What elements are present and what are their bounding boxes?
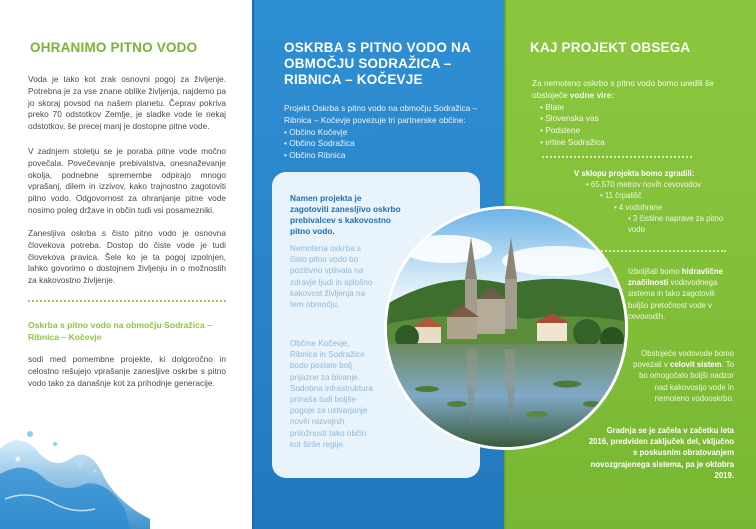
- list-item: • vrtine Sodražica: [540, 137, 728, 149]
- hydraulics-a: Izboljšali bomo: [628, 267, 682, 276]
- connect-c: . To bo omogočalo boljši nadzor nad kakovostjo vode in nemoteno vodooskrbo.: [639, 360, 734, 403]
- hydraulics-text: [628, 266, 732, 322]
- water-splash-image: [0, 409, 150, 529]
- dotted-divider: [586, 250, 726, 252]
- sources-list: [540, 102, 728, 149]
- build-item: • 11 črpališč: [600, 191, 642, 201]
- panel3-title: KAJ PROJEKT OBSEGA: [530, 40, 691, 55]
- municipality-list: [284, 127, 490, 162]
- build-item-text: 65.570 metrov novih cevovodov: [590, 180, 701, 190]
- list-item: • Slovenska vas: [540, 113, 728, 125]
- list-item: • Občino Sodražica: [284, 138, 490, 150]
- sources-block: [532, 78, 728, 149]
- panel2-title: OSKRBA S PITNO VODO NA OBMOČJU SODRAŽICA – RIBNICA – KOČEVJE: [284, 40, 471, 87]
- connect-text: [626, 348, 734, 404]
- list-item: • Občino Ribnica: [284, 150, 490, 162]
- card-paragraph-1: Nemotena oskrba s čisto pitno vodo bo pozitivno vplivala na zdravje ljudi in splošno kakovost življenja na tem območju.: [290, 244, 373, 310]
- dotted-divider: [28, 300, 226, 302]
- list-item: • Občino Kočevje: [284, 127, 490, 139]
- panel1-paragraph-3: Zanesljiva oskrba s čisto pitno vodo je osnovna človekova potreba. Dostop do čiste vode je tudi človekova pravica. Šele ko je ta pogoj izpolnjen, lahko govorimo o dostojnem življenju in o možnostih za kakovostno življenje.: [28, 228, 226, 286]
- church-landscape-photo: [384, 206, 628, 450]
- card-paragraph-2: Občine Kočevje, Ribnica in Sodražice bodo postale bolj prijazne za bivanje. Sodobna infrastruktura prinaša tudi boljše pogoje za ustvarjanje novih razvojnih priložnosti tako občin kot širše regije.: [290, 339, 373, 449]
- build-item: • 4 vodohrane: [614, 202, 663, 212]
- build-item-text: 11 črpališč: [604, 191, 642, 201]
- timeline-text: Gradnja se je začela v začetku leta 2016, predviden zaključek del, vključno s poskusnim obratovanjem novozgrajenega sistema, pa je oktobra 2019.: [588, 426, 734, 480]
- build-item: • 3 čistilne naprave za pitno vodo: [628, 213, 724, 235]
- panel1-paragraph-1: Voda je tako kot zrak osnovni pogoj za življenje. Potrebna je za vse znane oblike življenja, najdemo pa jo skoraj povsod na našem planetu. Čeprav pokriva preko 70 odstotkov Zemlje, je sladke vode le nekaj odstotkov, še precej manj je dostopne pitne vode.: [28, 74, 226, 132]
- sources-intro-text: Za nemoteno oskrbo s pitno vodo bomo uredili še obstoječe: [532, 78, 714, 100]
- panel-preserve-water: [0, 0, 252, 529]
- panel1-subtitle: Oskrba s pitno vodo na območju Sodražica – Ribnica – Kočevje: [28, 320, 212, 342]
- sources-intro-bold: vodne vire:: [569, 89, 615, 100]
- panel1-paragraph-2: V zadnjem stoletju se je poraba pitne vode močno povečala. Povečevanje prebivalstva, onesnaževanje okolja, podnebne spremembe odpirajo mnogo vprašanj, dilem in izzivov, kako trajnostno zagotoviti pitno vodo. Odgovornost za ohranjanje pitne vode nosimo poleg države in občin tudi vsi posamezniki.: [28, 146, 226, 215]
- build-item-text: 3 čistilne naprave za pitno vodo: [628, 213, 724, 235]
- hydraulics-c: vodovodnega sistema in tako zagotovili boljšo pretočnost vode v cevovodih.: [628, 278, 718, 321]
- panel2-intro-block: [284, 103, 490, 162]
- sources-intro: [532, 78, 728, 102]
- build-title: V sklopu projekta bomo zgradili:: [574, 169, 695, 178]
- panel2-intro: Projekt Oskrba s pitno vodo na območju Sodražica – Ribnica – Kočevje povezuje tri partnerske občine:: [284, 103, 478, 125]
- hydraulics-bold: hidravlične značilnosti: [628, 267, 723, 288]
- panel1-title: OHRANIMO PITNO VODO: [30, 40, 198, 55]
- landscape-illustration: [387, 209, 625, 447]
- connect-a: Obstoječe vodovode bomo povezali v: [633, 349, 734, 370]
- build-item-text: 4 vodohrane: [618, 202, 663, 212]
- list-item: • Podstene: [540, 125, 728, 137]
- build-item: • 65.570 metrov novih cevovodov: [586, 180, 701, 190]
- build-block: [574, 168, 734, 235]
- connect-bold: celovit sistem: [669, 360, 722, 370]
- card-lead: Namen projekta je zagotoviti zanesljivo oskrbo prebivalcev s kakovostno pitno vodo.: [290, 193, 401, 236]
- dotted-divider: [542, 156, 692, 158]
- panel1-paragraph-4: sodi med pomembne projekte, ki dolgoročno in celostno rešujejo vprašanje zanesljive oskrbe s pitno vodo tako za današnje kot za prihodnje generacije.: [28, 354, 226, 388]
- list-item: • Blate: [540, 102, 728, 114]
